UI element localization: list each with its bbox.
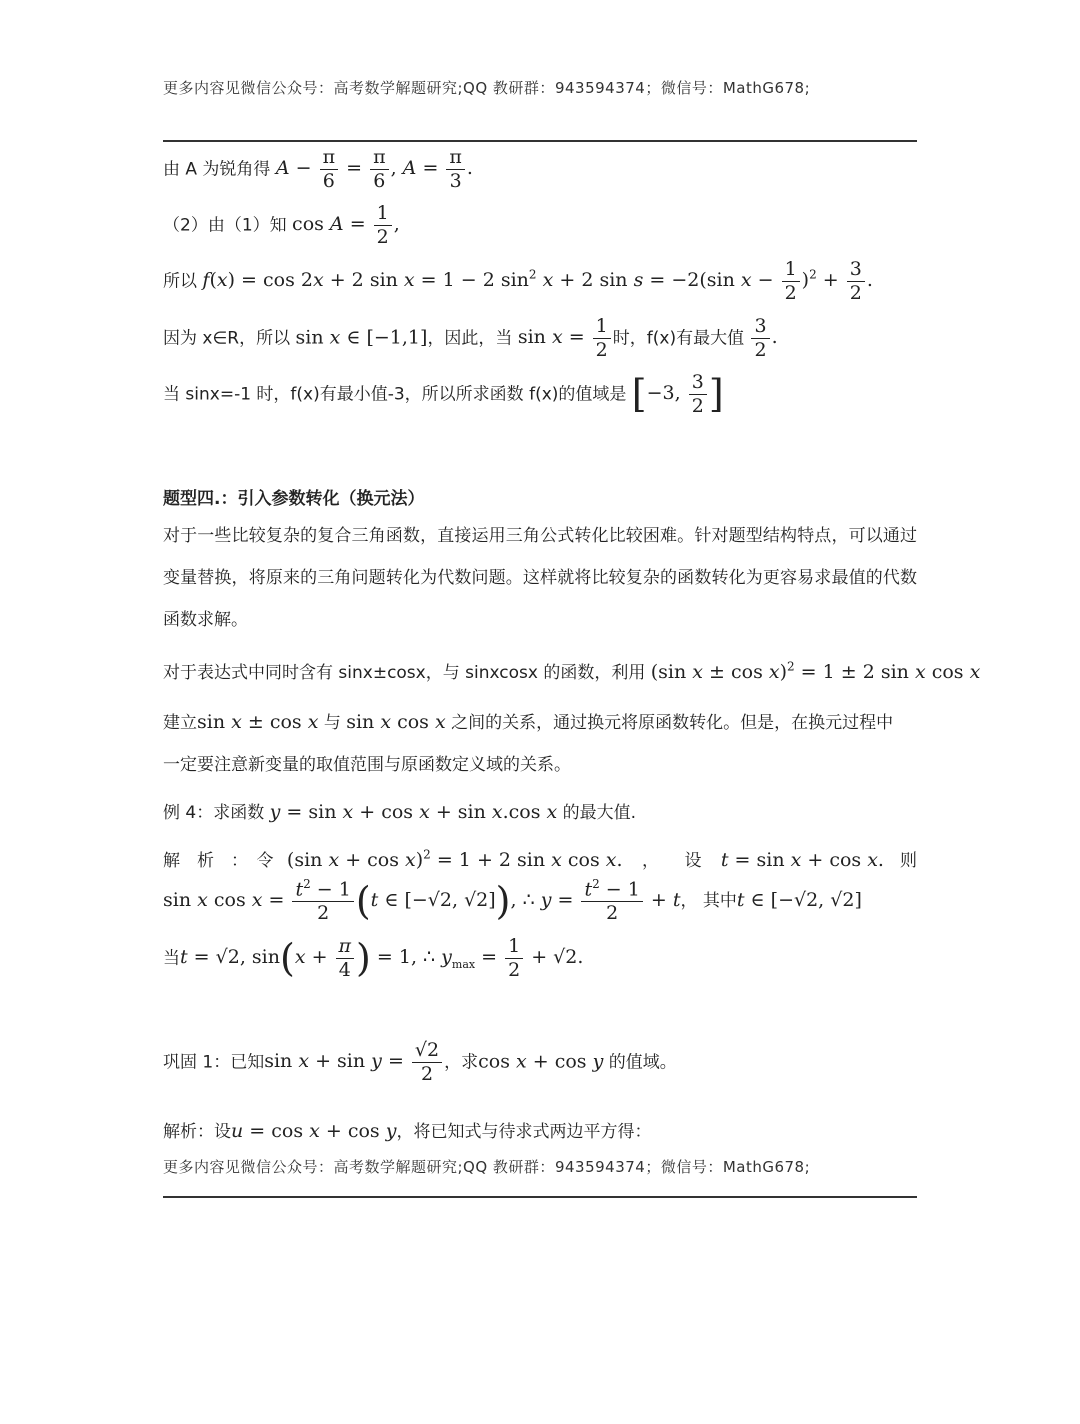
line-identity [163, 658, 980, 683]
line-example-4 [163, 798, 636, 823]
section-title: 题型四.：引入参数转化（换元法） [163, 489, 425, 509]
line-prefix: 所以 [163, 271, 197, 292]
equation: y = sin x + cos x + sin x.cos x [269, 801, 558, 823]
equation: sin x ± cos x [197, 711, 319, 733]
footer-rule [163, 1196, 917, 1198]
line-analysis [163, 1117, 651, 1142]
line-prefix: 由 A 为锐角得 [163, 159, 271, 180]
equation: t = sin x + cos x. [720, 849, 884, 871]
line-solution-3 [163, 936, 583, 981]
line-cos-a [163, 203, 400, 248]
line-acute-angle [163, 147, 473, 192]
text: 当 sinx=-1 时，f(x)有最小值-3，所以所求函数 f(x)的值域是 [163, 384, 627, 405]
line-solution-2: sin x cos x = $\frac{t^2 - 1}{2}$ (t ∈ [−√2, √2]), ∴ y = $\frac{t^2 - 1}{2}$ + t， 其中t ∈ [−√2, √2] [163, 877, 862, 925]
equation: (sin x + cos x)$^2$ = 1 + 2 sin x cos x. [286, 847, 623, 871]
line-note: 一定要注意新变量的取值范围与原函数定义域的关系。 [163, 755, 571, 775]
text: 则 [900, 851, 917, 871]
text: 建立 [163, 713, 197, 733]
equation: A − $\frac{\pi}{6}$ = $\frac{\pi}{6}$ , A = $\frac{\pi}{3}$ . [275, 146, 473, 192]
equation: sin x ∈ [−1,1] [295, 326, 428, 349]
line-range [163, 372, 724, 417]
text: 解析：设 [163, 1122, 231, 1142]
equation: f(x) = cos 2x + 2 sin x = 1 − 2 $\sin^2 x + 2$ sin s = −2(sin x − $\frac{1}{2}$ )$^2$ + $\frac{3}{2}$ . [202, 258, 873, 304]
equation: t = √2, sin(x + $\frac{\pi}{4}$ ) = 1, ∴ $y_{max}$ = $\frac{1}{2}$ + √2. [180, 935, 584, 981]
text: ， 设 [641, 851, 702, 871]
line-consolidation-1 [163, 1040, 677, 1085]
text: 的最大值. [562, 803, 637, 823]
header-text: 更多内容见微信公众号：高考数学解题研究;QQ 教研群：943594374；微信号：MathG678; [163, 79, 811, 97]
line-prefix: （2）由（1）知 [163, 215, 287, 236]
equation: sin x cos x [346, 711, 446, 733]
text: 时， [612, 328, 647, 349]
line-f-expression [163, 259, 873, 304]
text: 解 析 ： 令 [163, 851, 274, 871]
text: ，将已知式与待求式两边平方得： [396, 1122, 652, 1142]
text: ，因此，当 [427, 328, 513, 349]
text: ，求 [444, 1052, 479, 1073]
equation: sin x = $\frac{1}{2}$ [518, 326, 613, 348]
text: 之间的关系，通过换元将原函数转化。但是，在换元过程中 [451, 713, 894, 733]
line-max-value [163, 316, 778, 361]
text: 其中 [702, 891, 737, 912]
text: 的值域。 [608, 1052, 677, 1073]
equation: sin x + sin y = $\frac{√2}{2}$ [264, 1050, 444, 1072]
text: 与 [323, 713, 341, 733]
paragraph-intro: 对于一些比较复杂的复合三角函数，直接运用三角公式转化比较困难。针对题型结构特点，可以通过变量替换，将原来的三角问题转化为代数问题。这样就将比较复杂的函数转化为更容易求最值的代数函数求解。 [163, 526, 917, 630]
text: 巩固 1：已知 [163, 1052, 265, 1073]
equation: (sin x ± cos x)$^2$ = 1 ± 2 sin x cos x [650, 659, 981, 683]
equation: $\frac{3}{2}$ . [749, 326, 777, 348]
equation: cos A = $\frac{1}{2}$ , [292, 202, 400, 248]
text: f(x)有最大值 [646, 328, 745, 349]
equation: cos x + cos y [478, 1050, 604, 1073]
header-rule [163, 140, 917, 142]
text: 对于表达式中同时含有 sinx±cosx，与 sinxcosx 的函数，利用 [163, 663, 646, 683]
line-relation [163, 708, 893, 733]
equation: t ∈ [−√2, √2] [736, 889, 862, 912]
equation: u = cos x + cos y [231, 1120, 397, 1142]
text: 当 [163, 948, 180, 969]
equation: [−3, $\frac{3}{2}$ ] [631, 371, 724, 417]
equation: sin x cos x = $\frac{t^2 - 1}{2}$ (t ∈ [−√2, √2]), ∴ y = $\frac{t^2 - 1}{2}$ + t [163, 877, 681, 925]
text: 因为 x∈R，所以 [163, 328, 291, 349]
text: 例 4：求函数 [163, 803, 265, 823]
footer-text: 更多内容见微信公众号：高考数学解题研究;QQ 教研群：943594374；微信号：MathG678; [163, 1158, 811, 1176]
line-solution-1 [163, 846, 917, 871]
